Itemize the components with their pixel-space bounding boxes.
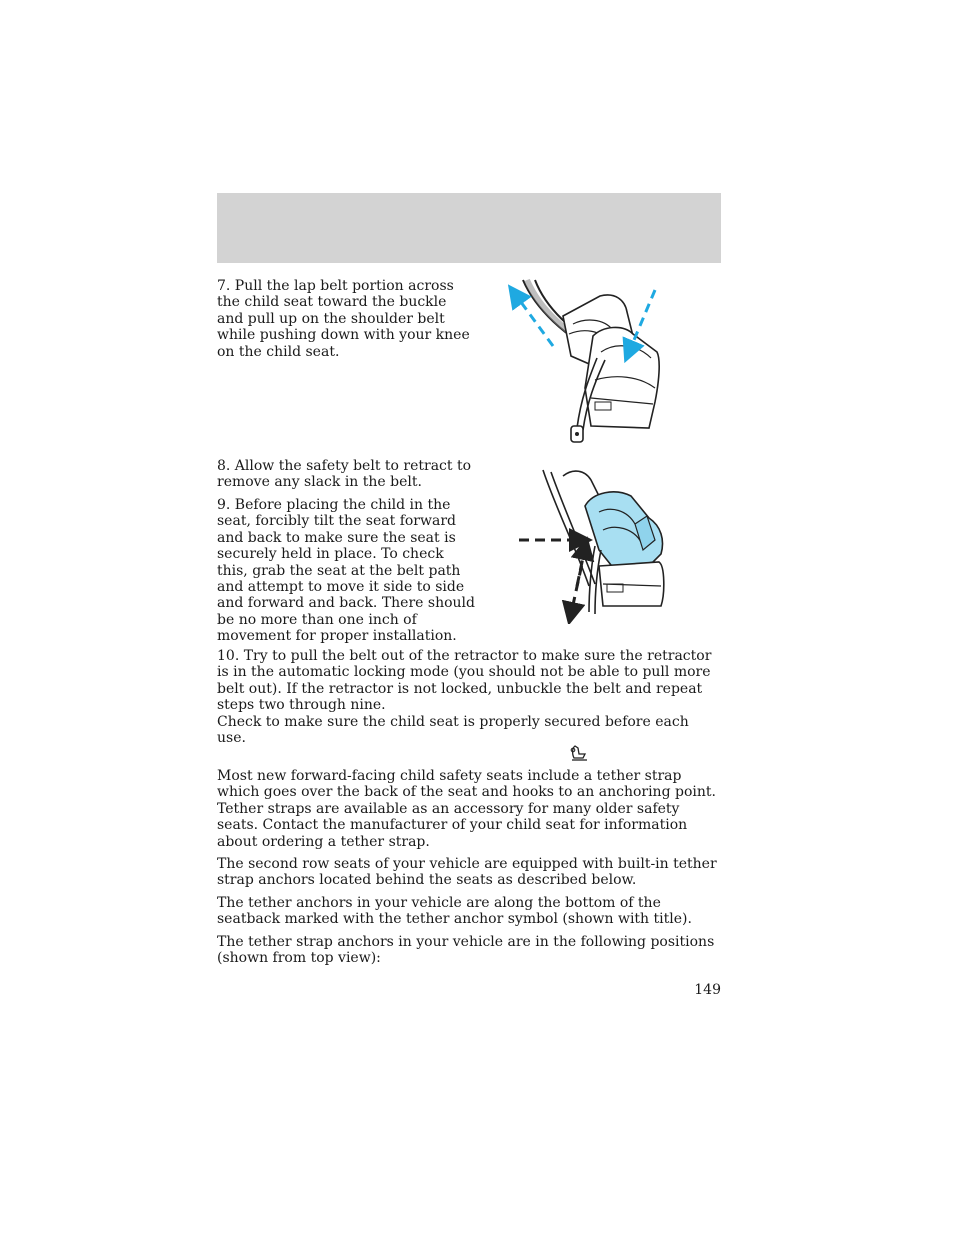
- step-8-text: 8. Allow the safety belt to retract to remove any slack in the belt.: [217, 458, 472, 491]
- child-seat-belt-tighten-illustration: [505, 278, 670, 446]
- tether-paragraph-3: The tether anchors in your vehicle are along the bottom of the seatback marked with the tether anchor symbol (shown with title).: [217, 895, 692, 928]
- step-10-text: 10. Try to pull the belt out of the retractor to make sure the retractor is in the automatic locking mode (you should not be able to pull more belt out). If the retractor is not locked, unbuckle the belt and repeat steps two through nine.: [217, 648, 712, 714]
- step-9-text: 9. Before placing the child in the seat, forcibly tilt the seat forward and back to make sure the seat is securely held in place. To check this, grab the seat at the belt path and attempt to move it side to side and forward and back. There should be no more than one inch of movement for proper installation.: [217, 497, 475, 645]
- section-header-band: [217, 193, 721, 263]
- step-7-text: 7. Pull the lap belt portion across the child seat toward the buckle and pull up on the shoulder belt while pushing down with your knee on the child seat.: [217, 278, 470, 360]
- tether-paragraph-4: The tether strap anchors in your vehicle are in the following positions (shown from top view):: [217, 934, 715, 967]
- check-secured-text: Check to make sure the child seat is properly secured before each use.: [217, 714, 689, 747]
- child-seat-secure-check-illustration: [515, 466, 675, 624]
- page-number: 149: [694, 982, 721, 998]
- tether-paragraph-1: Most new forward-facing child safety seats include a tether strap which goes over the back of the seat and hooks to an anchoring point. Tether straps are available as an accessory for many older safety seats. Contact the manufacturer of your child seat for information about ordering a tether strap.: [217, 768, 716, 850]
- tether-anchor-icon: [569, 744, 589, 762]
- tether-paragraph-2: The second row seats of your vehicle are equipped with built-in tether strap anchors located behind the seats as described below.: [217, 856, 717, 889]
